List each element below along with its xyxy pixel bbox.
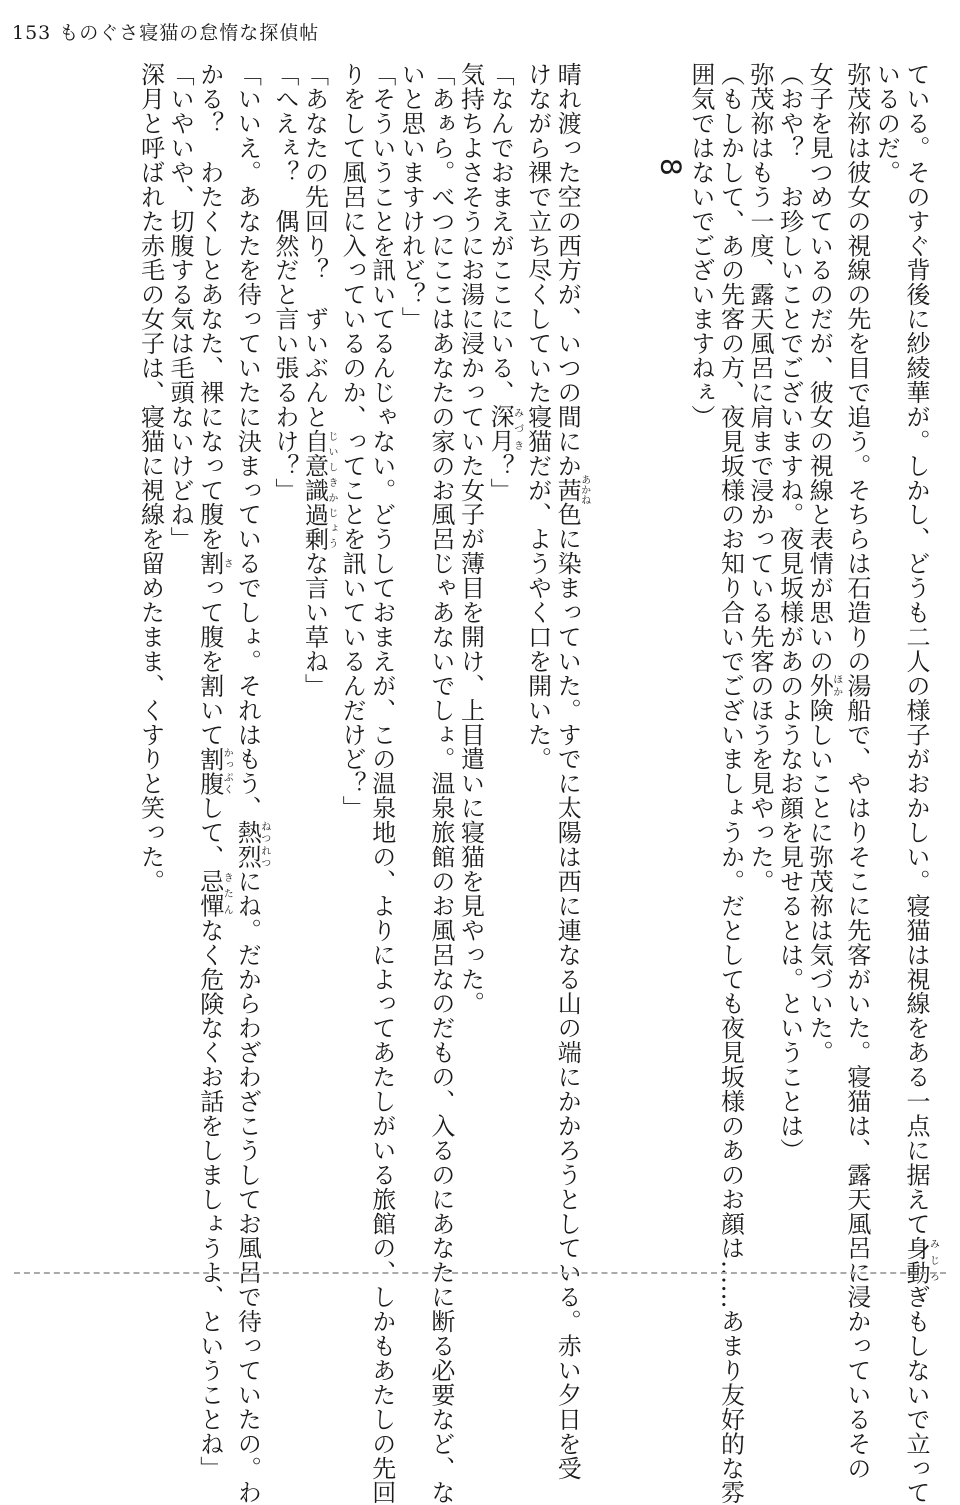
text-column [299,62,337,1247]
text-segment: 「そういうことを訊いてるんじゃない。どうしておまえが、この温泉地の、よりによってあたしがいる旅館の、しかもあたしの先回 [367,62,396,1505]
text-segment: 「いいえ。あなたを待っていたに決まっているでしょ。それはもう、熱烈ねつれつにね。だからわざわざこうしてお風呂で待っていたの。わ [233,62,270,1505]
furigana: 割腹かっぷく [195,746,233,796]
text-column [337,62,367,1247]
text-segment: （おや？ お珍しいことでございますね。夜見坂様があのようなお顔を見せるとは。ということは） [775,62,804,1163]
page-number: 153 [12,22,52,44]
text-column [744,62,774,1247]
furigana: 外ほか [805,673,842,698]
text-column [269,62,299,1247]
text-segment: りをして風呂に入っているのか、ってことを訊いているんだけど？」 [338,62,367,820]
text-column [396,62,426,1247]
text-segment: 「あぁら。べつにここはあなたの家のお風呂じゃあないでしょ。温泉旅館のお風呂なのだもの、入るのにあなたに断る必要など、な [426,62,455,1505]
text-segment: かる？ わたくしとあなた、裸になって腹を割さって腹を割いて割腹かっぷくして、忌憚きたんなく危険なくお話をしましょうよ、ということね」 [195,62,233,1481]
text-column [804,62,842,1247]
furigana: 忌憚きたん [195,868,233,918]
running-header [12,18,319,45]
text-column [232,62,270,1505]
book-title: ものぐさ寝猫の怠惰な探偵帖 [59,22,320,44]
text-segment: けながら裸で立ち尽くしていた寝猫だが、ようやく口を開いた。 [523,62,552,772]
text-segment: 「なんでおまえがここにいる、深月みづき？」 [486,62,523,503]
text-column [135,62,165,1247]
vertical-text-body [18,62,939,1505]
furigana: 茜あかね [553,474,590,505]
text-segment: いと思いますけれど？」 [397,62,426,331]
text-column [366,62,396,1505]
text-segment: 囲気ではないでございますねぇ） [686,62,715,429]
text-column [484,62,522,1247]
text-column [194,62,233,1481]
text-segment: 弥茂祢は彼女の視線の先を目で追う。そちらは石造りの湯船で、やはりそこに先客がいた。寝猫は、露天風呂に浸かっているその [842,62,871,1481]
furigana: 割さ [195,551,233,576]
text-segment: 「へえぇ？ 偶然だと言い張るわけ？」 [270,62,299,503]
text-segment: 気持ちよさそうにお湯に浸かっていた女子が薄目を開け、上目遣いに寝猫を見やった。 [456,62,485,1016]
text-segment: 深月と呼ばれた赤毛の女子は、寝猫に視線を留めたまま、くすりと笑った。 [136,62,165,894]
text-column [715,62,745,1505]
text-segment: 「いやいや、切腹する気は毛頭ないけどね」 [166,62,195,551]
chapter-number: 8 [654,158,688,177]
furigana: 熱烈ねつれつ [233,819,270,869]
text-column [455,62,485,1247]
text-column [165,62,195,1247]
text-column [522,62,552,1247]
furigana: 自意識過剰じいしきかじょう [300,428,337,551]
text-column [425,62,455,1505]
text-segment: 弥茂祢はもう一度、露天風呂に肩まで浸かっている先客のほうを見やった。 [746,62,775,894]
text-column [685,62,715,1247]
bottom-scan-rule [14,1272,946,1274]
text-column [774,62,804,1247]
text-segment: 晴れ渡った空の西方が、いつの間にか茜あかね色に染まっていた。すでに太陽は西に連なる山の端にかかろうとしている。赤い夕日を受 [553,62,590,1481]
text-segment: 「あなたの先回り？ ずいぶんと自意識過剰じいしきかじょうな言い草ね」 [300,62,337,698]
text-column [900,62,939,1505]
text-segment: ている。そのすぐ背後に紗綾華が。しかし、どうも二人の様子がおかしい。寝猫は視線をある一点に据えて身動みじろぎもしないで立って [902,62,939,1505]
text-segment: （もしかして、あの先客の方、夜見坂様のお知り合いでございましょうか。だとしても夜見坂様のあのお顔は……あまり友好的な雰 [716,62,745,1505]
text-column [552,62,590,1481]
text-segment: 女子を見つめているのだが、彼女の視線と表情が思いの外ほか険しいことに弥茂祢は気づいた。 [805,62,842,1065]
text-segment: いるのだ。 [872,62,901,185]
furigana: 深月みづき [486,404,523,454]
text-column [871,62,901,1247]
text-column [841,62,871,1481]
furigana: 身動みじろ [902,1235,939,1285]
